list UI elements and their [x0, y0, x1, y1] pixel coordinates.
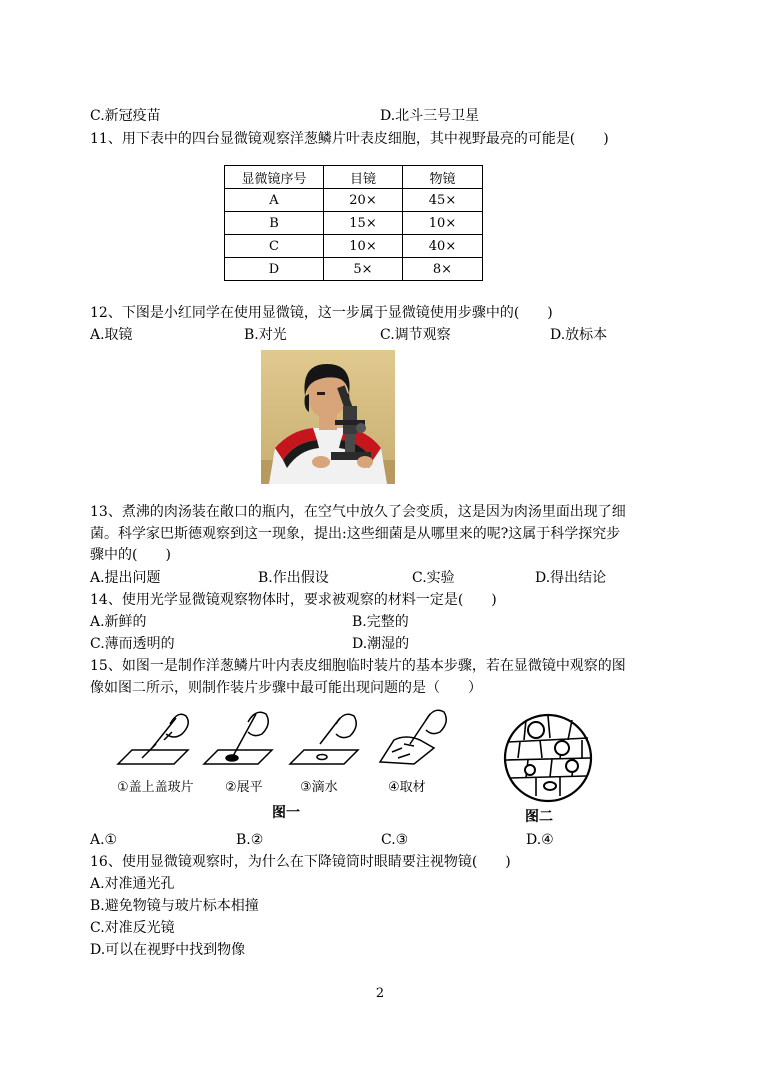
table-row — [225, 258, 483, 281]
cover-slip-step-icon — [118, 714, 188, 764]
q14-option-b: B.完整的 — [352, 614, 409, 630]
table-cell: 10× — [324, 235, 403, 258]
table-cell: C — [225, 235, 324, 258]
q13-stem-line3: 骤中的( ) — [90, 547, 171, 563]
q15-option-a: A.① — [90, 832, 118, 848]
step-caption-1: ①盖上盖玻片 — [117, 780, 194, 795]
q12-option-b: B.对光 — [244, 327, 287, 343]
q14-option-c: C.薄而透明的 — [90, 636, 175, 652]
q10-option-d: D.北斗三号卫星 — [380, 108, 480, 124]
q14-option-a: A.新鲜的 — [90, 614, 147, 630]
q13-option-d: D.得出结论 — [535, 570, 607, 586]
q15-option-c: C.③ — [381, 832, 409, 848]
student-microscope-photo — [261, 350, 395, 484]
table-cell: D — [225, 258, 324, 281]
table-header: 物镜 — [403, 166, 483, 189]
q16-option-c: C.对准反光镜 — [90, 920, 175, 936]
q15-option-d: D.④ — [526, 832, 554, 848]
q14-option-d: D.潮湿的 — [352, 636, 410, 652]
take-material-step-icon — [380, 710, 446, 764]
step-caption-4: ④取材 — [388, 780, 426, 795]
q14-stem: 14、使用光学显微镜观察物体时，要求被观察的材料一定是( ) — [90, 592, 497, 608]
q12-option-c: C.调节观察 — [380, 327, 451, 343]
table-cell: 40× — [403, 235, 483, 258]
q15-stem-line2: 像如图二所示，则制作装片步骤中最可能出现问题的是（ ） — [90, 680, 482, 696]
q15-option-b: B.② — [236, 832, 264, 848]
q13-stem-line1: 13、煮沸的肉汤装在敞口的瓶内，在空气中放久了会变质，这是因为肉汤里面出现了细 — [90, 504, 626, 520]
table-header: 显微镜序号 — [225, 166, 324, 189]
table-row — [225, 212, 483, 235]
q16-option-b: B.避免物镜与玻片标本相撞 — [90, 898, 259, 914]
q16-stem: 16、使用显微镜观察时，为什么在下降镜筒时眼睛要注视物镜( ) — [90, 854, 511, 870]
table-row — [225, 235, 483, 258]
q15-stem-line1: 15、如图一是制作洋葱鳞片叶内表皮细胞临时装片的基本步骤，若在显微镜中观察的图 — [90, 658, 626, 674]
figure-two-cells — [502, 712, 594, 804]
figure-two-title: 图二 — [525, 809, 553, 825]
q12-option-a: A.取镜 — [90, 327, 133, 343]
step-caption-3: ③滴水 — [300, 780, 338, 795]
figure-one-steps — [112, 704, 452, 774]
table-cell: A — [225, 189, 324, 212]
q13-option-a: A.提出问题 — [90, 570, 161, 586]
page-number: 2 — [375, 986, 385, 1001]
spread-step-icon — [204, 712, 272, 764]
table-cell: 15× — [324, 212, 403, 235]
table-row — [225, 189, 483, 212]
table-cell: 45× — [403, 189, 483, 212]
q16-option-d: D.可以在视野中找到物像 — [90, 942, 246, 958]
table-header: 目镜 — [324, 166, 403, 189]
table-cell: 8× — [403, 258, 483, 281]
table-cell: 5× — [324, 258, 403, 281]
table-header-row — [225, 166, 483, 189]
table-cell: 20× — [324, 189, 403, 212]
q11-stem: 11、用下表中的四台显微镜观察洋葱鳞片叶表皮细胞，其中视野最亮的可能是( ) — [90, 131, 609, 147]
q12-option-d: D.放标本 — [550, 327, 608, 343]
table-cell: B — [225, 212, 324, 235]
figure-one-title: 图一 — [272, 805, 300, 821]
microscope-table — [224, 165, 483, 281]
step-caption-2: ②展平 — [225, 780, 263, 795]
q12-stem: 12、下图是小红同学在使用显微镜，这一步属于显微镜使用步骤中的( ) — [90, 305, 553, 321]
drop-water-step-icon — [290, 714, 358, 764]
q10-option-c: C.新冠疫苗 — [90, 108, 161, 124]
q13-option-c: C.实验 — [412, 570, 455, 586]
q16-option-a: A.对准通光孔 — [90, 876, 175, 892]
table-cell: 10× — [403, 212, 483, 235]
q13-option-b: B.作出假设 — [258, 570, 329, 586]
q13-stem-line2: 菌。科学家巴斯德观察到这一现象，提出:这些细菌是从哪里来的呢?这属于科学探究步 — [90, 526, 621, 542]
